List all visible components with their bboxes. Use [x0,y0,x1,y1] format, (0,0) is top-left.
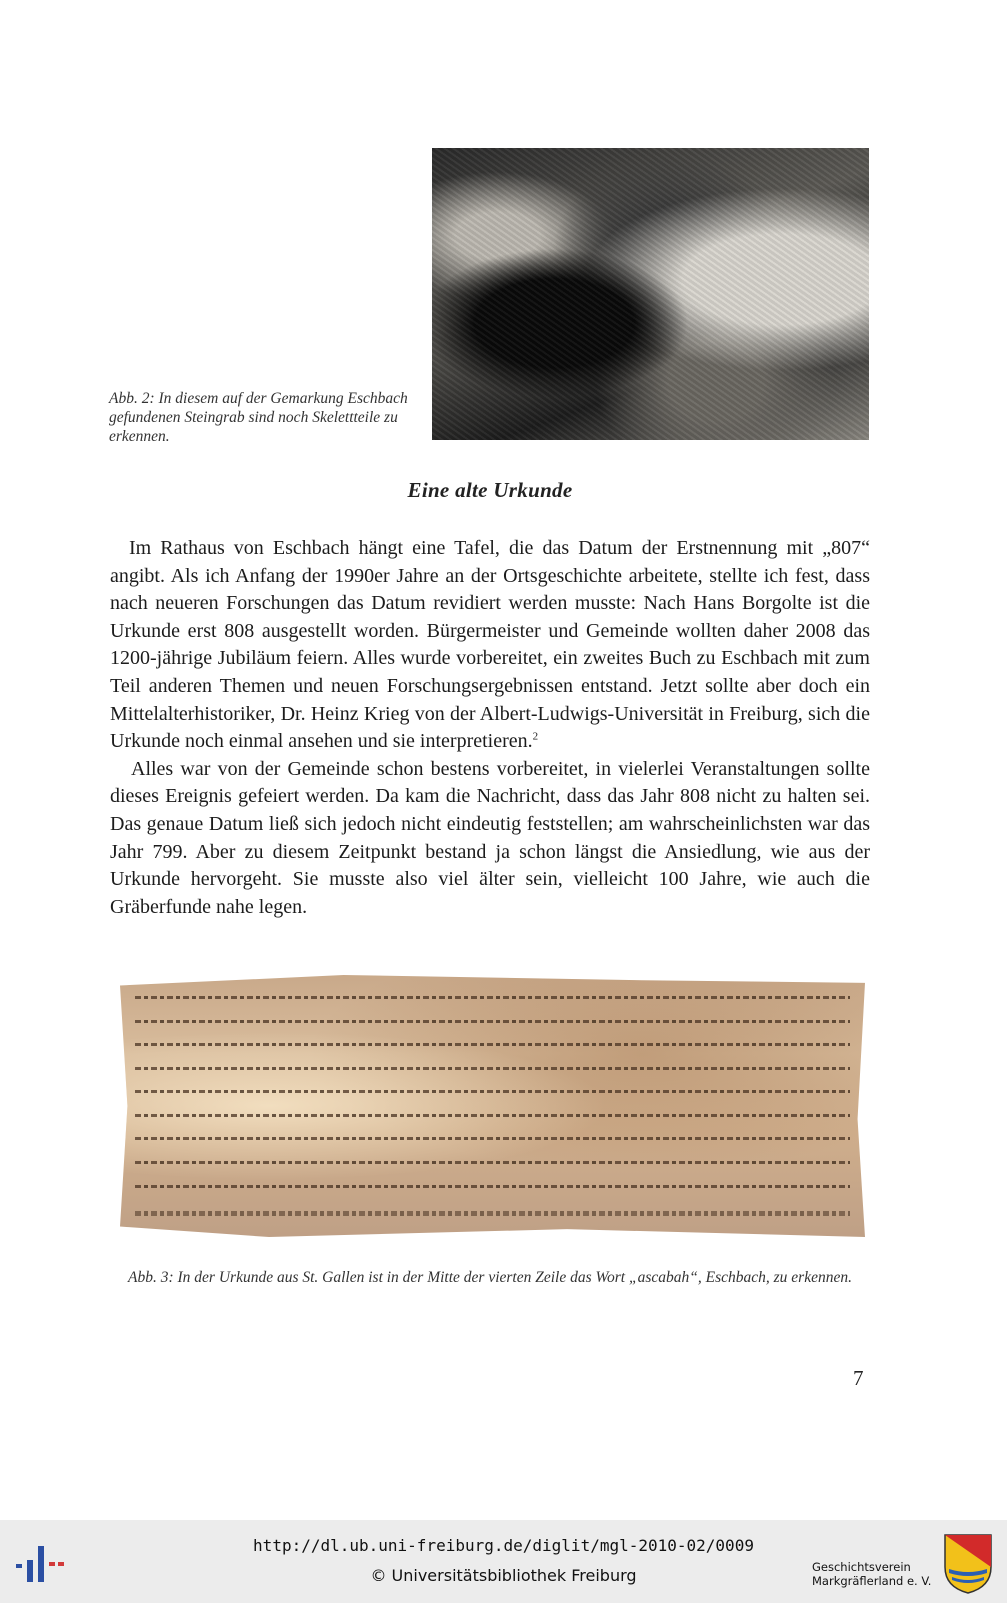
charter-script-line [135,1090,850,1093]
permalink-url[interactable]: http://dl.ub.uni-freiburg.de/diglit/mgl-2010-02/0009 [253,1536,754,1555]
page-number: 7 [853,1366,864,1390]
library-footer [0,1520,1007,1603]
paragraph-1-text: Im Rathaus von Eschbach hängt eine Tafel, die das Datum der Erstnennung mit „807“ angibt. Als ich Anfang der 1990er Jahre an der Ortsgeschichte arbeitete, stellte ich fest, dass nach neueren Forschungen das Datum revidiert werden musste: Nach Hans Borgolte ist die Urkunde erst 808 ausgestellt worden. Bürgermeister und Gemeinde wollten daher 2008 das 1200-jährige Jubiläum feiern. Alles wurde vorbereitet, ein zweites Buch zu Eschbach mit zum Teil anderen Themen und neuen Forschungsergebnissen entstand. Jetzt sollte aber doch ein Mittelalterhistoriker, Dr. Heinz Krieg von der Albert-Ludwigs-Universität in Freiburg, sich die Urkunde noch einmal ansehen und sie interpretieren. [110,537,870,753]
stone-grave-photo [432,148,869,440]
section-heading: Eine alte Urkunde [407,478,573,502]
charter-script-line [135,1020,850,1023]
figure-2-caption: Abb. 2: In diesem auf der Gemarkung Eschbach gefundenen Steingrab sind noch Skelettteile zu erkennen. [109,390,408,445]
charter-signature-line [135,1211,850,1216]
copyright-notice: © Universitätsbibliothek Freiburg [370,1566,637,1585]
association-line-2: Markgräflerland e. V. [812,1574,932,1588]
charter-script-line [135,1067,850,1070]
body-text [110,535,870,921]
charter-script-line [135,1185,850,1188]
figure-3-caption: Abb. 3: In der Urkunde aus St. Gallen ist in der Mitte der vierten Zeile das Wort „ascabah“, Eschbach, zu erkennen. [128,1269,852,1286]
medieval-charter-image [120,975,865,1237]
charter-script-line [135,1043,850,1046]
paragraph-2: Alles war von der Gemeinde schon bestens vorbereitet, in vielerlei Veranstaltungen sollte dieses Ereignis gefeiert werden. Da kam die Nachricht, dass das Jahr 808 nicht zu halten sei. Das genaue Datum ließ sich jedoch nicht eindeutig feststellen; am wahrscheinlichsten war das Jahr 799. Aber zu diesem Zeitpunkt bestand ja schon längst die Ansiedlung, wie aus der Urkunde hervorgeht. Sie musste also viel älter sein, vielleicht 100 Jahre, wie auch die Gräberfunde nahe legen. [110,757,870,918]
footnote-marker[interactable]: 2 [532,730,539,743]
association-name [812,1560,931,1588]
charter-script-line [135,1161,850,1164]
association-line-1: Geschichtsverein [812,1560,911,1574]
charter-script-line [135,996,850,999]
charter-script-line [135,1137,850,1140]
paragraph-1 [110,535,870,756]
charter-script-line [135,1114,850,1117]
association-crest-icon [943,1533,993,1595]
